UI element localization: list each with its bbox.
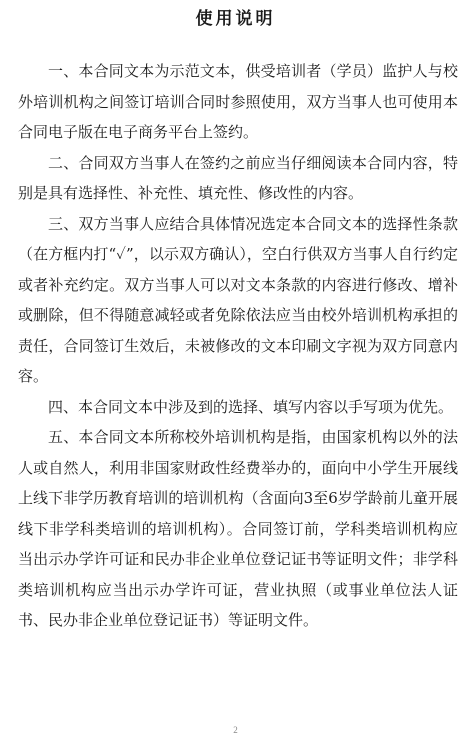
paragraph-3: 三、双方当事人应结合具体情况选定本合同文本的选择性条款（在方框内打“✓”，以示双方确认），空白行供双方当事人自行约定或者补充约定。双方当事人可以对文本条款的内容进行修改、增补或删除，但不得随意减轻或者免除依法应当由校外培训机构承担的责任，合同签订生效后，未被修改的文本印刷文字视为双方同意内容。 (18, 214, 458, 385)
paragraph-1: 一、本合同文本为示范文本，供受培训者（学员）监护人与校外培训机构之间签订培训合同时参照使用，双方当事人也可使用本合同电子版在电子商务平台上签约。 (18, 62, 458, 141)
page-number: 2 (233, 725, 238, 735)
paragraph-4: 四、本合同文本中涉及到的选择、填写内容以手写项为优先。 (48, 397, 454, 416)
instructions-body (18, 56, 458, 636)
paragraph-5: 五、本合同文本所称校外培训机构是指，由国家机构以外的法人或自然人，利用非国家财政性经费举办的，面向中小学生开展线上线下非学历教育培训的培训机构（含面向3至6岁学龄前儿童开展线下非学科类培训的培训机构）。合同签订前，学科类培训机构应当出示办学许可证和民办非企业单位登记证书等证明文件；非学科类培训机构应当出示办学许可证，营业执照（或事业单位法人证书、民办非企业单位登记证书）等证明文件。 (18, 428, 458, 629)
page-title: 使用说明 (195, 9, 276, 29)
paragraph-2: 二、合同双方当事人在签约之前应当仔细阅读本合同内容，特别是具有选择性、补充性、填充性、修改性的内容。 (18, 153, 458, 202)
